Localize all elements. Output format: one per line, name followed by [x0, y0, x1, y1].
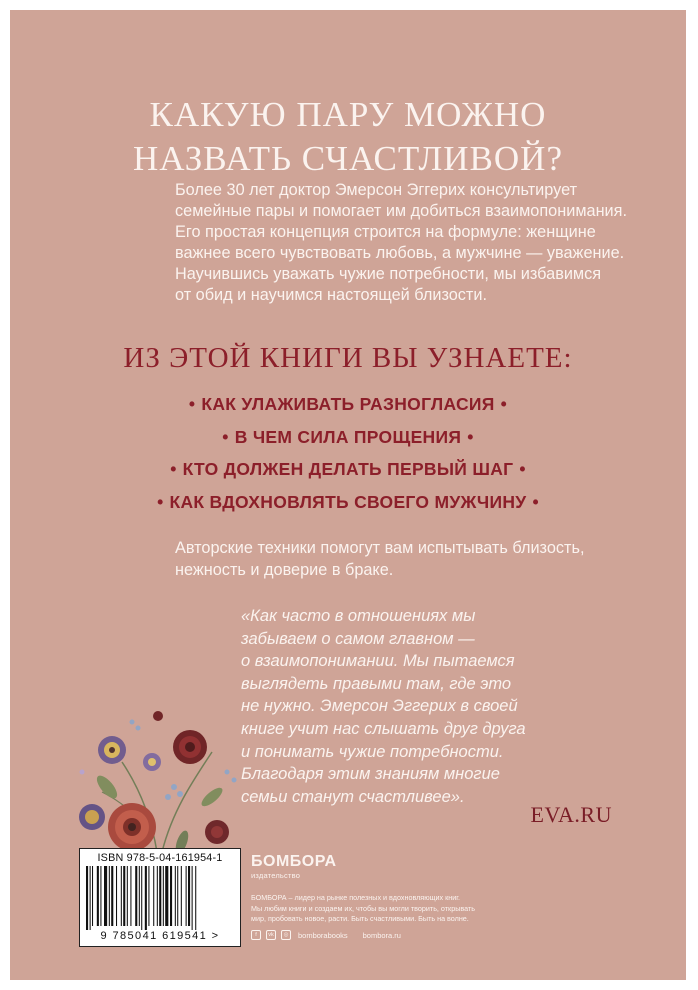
intro-line: Его простая концепция строится на формуле: женщине [175, 223, 596, 241]
publisher-website: bombora.ru [362, 930, 401, 940]
quote-line: семьи станут счастливее». [241, 787, 465, 806]
quote-line: не нужно. Эмерсон Эггерих в своей [241, 697, 518, 716]
floral-illustration [62, 702, 252, 862]
bullet-dot: • [519, 459, 526, 479]
barcode-bars-icon [84, 866, 236, 930]
bullet-dot: • [170, 459, 177, 479]
learn-point [10, 388, 686, 421]
quote-source: EVA.RU [530, 802, 612, 827]
intro-line: важнее всего чувствовать любовь, а мужчине — уважение. [175, 244, 625, 262]
isbn-barcode [79, 848, 241, 947]
bullet-dot: • [532, 491, 539, 512]
headline [10, 93, 686, 181]
social-handle: bomborabooks [298, 930, 348, 940]
intro-paragraph [175, 180, 655, 306]
facebook-icon: f [251, 930, 261, 940]
publisher-description-line: БОМБОРА – лидер на рынке полезных и вдохновляющих книг. [251, 893, 460, 902]
learn-point-text: КАК УЛАЖИВАТЬ РАЗНОГЛАСИЯ [201, 394, 495, 414]
learn-point [10, 421, 686, 454]
intro-line: от обид и научимся настоящей близости. [175, 286, 488, 304]
intro-line: Более 30 лет доктор Эмерсон Эггерих консультирует [175, 181, 578, 199]
intro-line: семейные пары и помогает им добиться взаимопонимания. [175, 202, 627, 220]
techniques-line: нежность и доверие в браке. [175, 561, 394, 579]
bullet-dot: • [467, 426, 474, 447]
learn-point-text: КАК ВДОХНОВЛЯТЬ СВОЕГО МУЖЧИНУ [169, 491, 527, 512]
barcode-number: 9 785041 619541 > [100, 930, 220, 942]
learn-points-list [10, 388, 686, 518]
quote-line: Благодаря этим знаниям многие [241, 765, 500, 784]
quote-line: о взаимопонимании. Мы пытаемся [241, 652, 515, 671]
isbn-label: ISBN 978-5-04-161954-1 [97, 852, 223, 864]
instagram-icon: ◎ [281, 930, 291, 940]
learn-point [10, 453, 686, 486]
review-quote [241, 605, 671, 808]
bullet-dot: • [188, 394, 196, 414]
book-back-cover [10, 10, 686, 980]
quote-line: забываем о самом главном — [241, 629, 475, 648]
learn-point [10, 486, 686, 519]
vk-icon: vk [266, 930, 276, 940]
quote-line: выглядеть правыми там, где это [241, 674, 512, 693]
headline-line-2: НАЗВАТЬ СЧАСТЛИВОЙ? [133, 139, 563, 178]
intro-line: Научившись уважать чужие потребности, мы избавимся [175, 265, 602, 283]
quote-line: «Как часто в отношениях мы [241, 607, 476, 625]
quote-line: и понимать чужие потребности. [241, 742, 504, 761]
techniques-line: Авторские техники помогут вам испытывать близость, [175, 539, 585, 557]
publisher-subtitle: издательство [251, 871, 301, 880]
bullet-dot: • [222, 426, 229, 447]
learn-section-title: ИЗ ЭТОЙ КНИГИ ВЫ УЗНАЕТЕ: [123, 342, 573, 374]
bullet-dot: • [157, 491, 164, 512]
quote-line: книге учит нас слышать друг друга [241, 719, 526, 738]
publisher-description [251, 893, 551, 925]
techniques-paragraph [175, 537, 655, 581]
publisher-description-line: мир, пробовать новое, расти. Быть счастливыми. Быть на волне. [251, 914, 469, 923]
publisher-logo: БОМБОРА [251, 853, 337, 870]
publisher-description-line: Мы любим книги и создаем их, чтобы вы могли творить, открывать [251, 903, 475, 913]
bullet-dot: • [500, 394, 508, 414]
headline-line-1: КАКУЮ ПАРУ МОЖНО [149, 95, 547, 134]
learn-point-text: В ЧЕМ СИЛА ПРОЩЕНИЯ [234, 426, 462, 447]
learn-point-text: КТО ДОЛЖЕН ДЕЛАТЬ ПЕРВЫЙ ШАГ [182, 459, 514, 479]
publisher-social-row [251, 930, 401, 940]
